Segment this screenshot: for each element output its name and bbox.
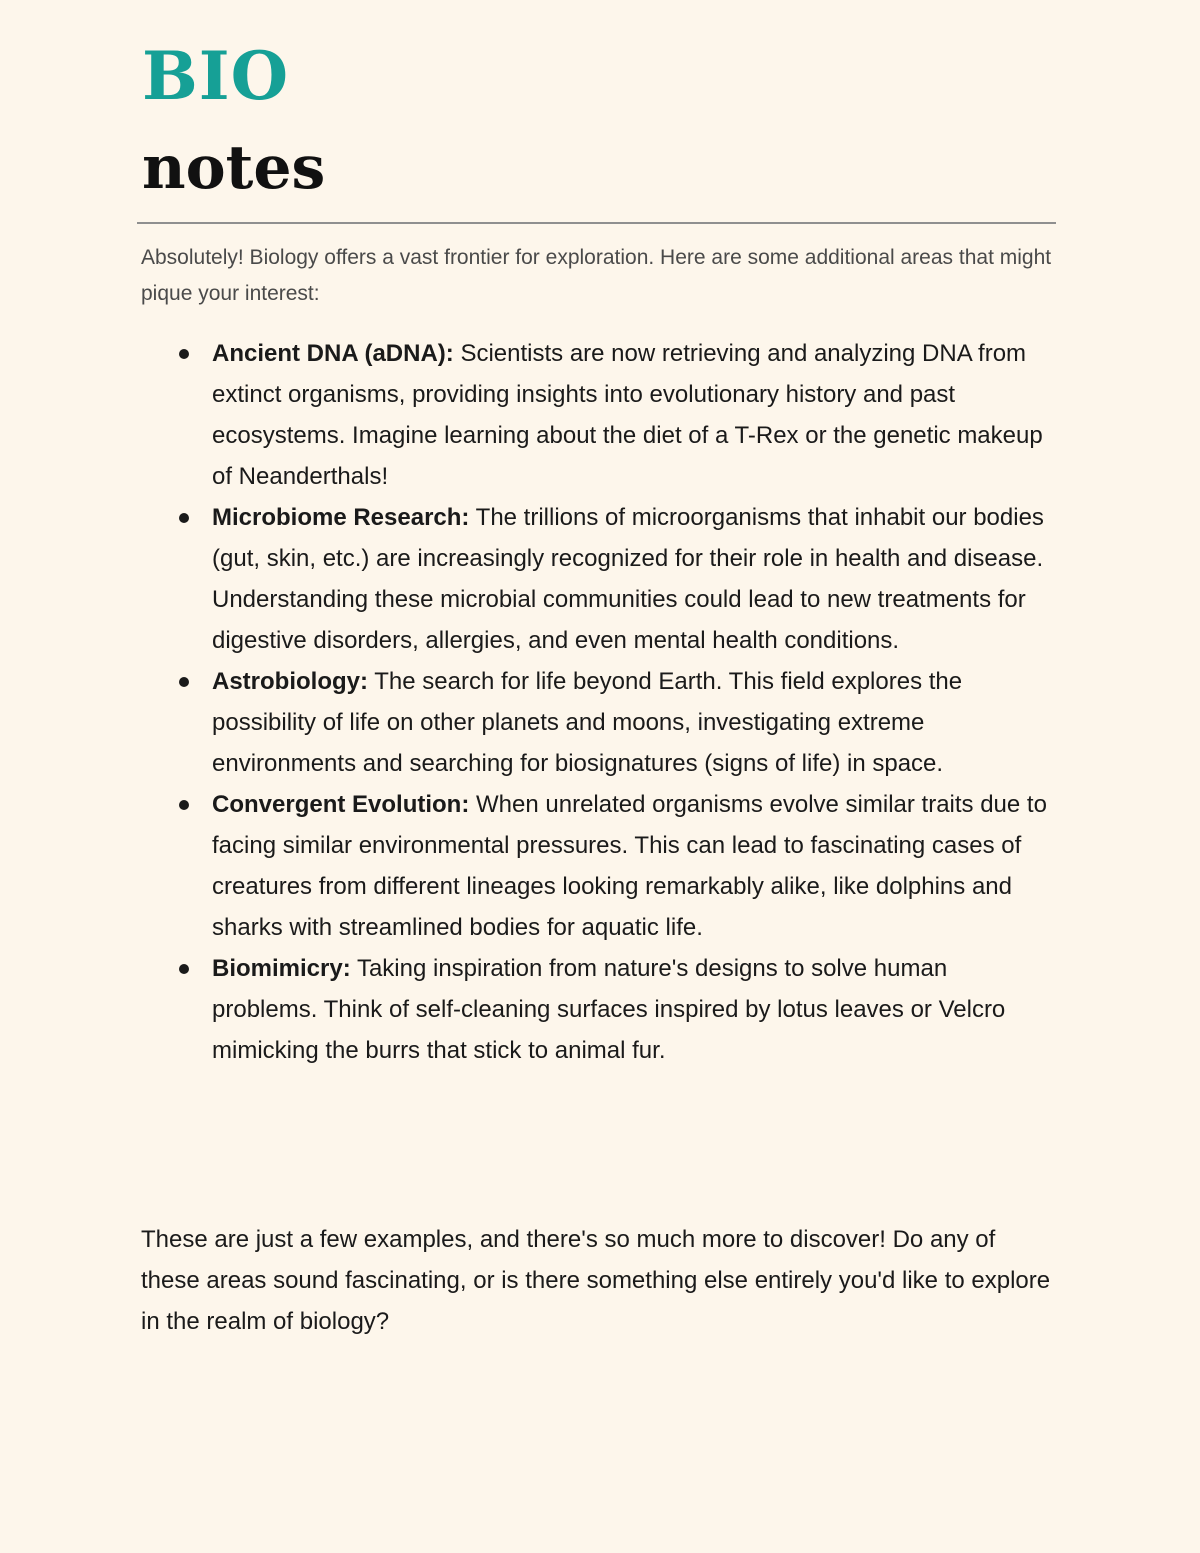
topic-text: Scientists are now retrieving and analyzing DNA from extinct organisms, providing insights into evolutionary history and past ecosystems. Imagine learning about the diet of a T-Rex or the genetic makeup of Neanderthals! xyxy=(212,340,1043,490)
list-item xyxy=(141,661,1057,784)
bullet-icon xyxy=(179,349,189,359)
list-item xyxy=(141,948,1057,1071)
list-item xyxy=(141,784,1057,948)
topic-text: The trillions of microorganisms that inhabit our bodies (gut, skin, etc.) are increasingly recognized for their role in health and disease. Understanding these microbial communities could lead to new treatments for digestive disorders, allergies, and even mental health conditions. xyxy=(212,504,1044,654)
topic-term: Astrobiology: xyxy=(212,668,368,695)
bullet-icon xyxy=(179,677,189,687)
topic-text: The search for life beyond Earth. This field explores the possibility of life on other planets and moons, investigating extreme environments and searching for biosignatures (signs of life) in space. xyxy=(212,668,963,777)
intro-paragraph: Absolutely! Biology offers a vast frontier for exploration. Here are some additional areas that might pique your interest: xyxy=(141,246,1052,305)
outro-paragraph: These are just a few examples, and there's so much more to discover! Do any of these areas sound fascinating, or is there something else entirely you'd like to explore in the realm of biology? xyxy=(141,1226,1051,1335)
topic-text: Taking inspiration from nature's designs to solve human problems. Think of self-cleaning surfaces inspired by lotus leaves or Velcro mimicking the burrs that stick to animal fur. xyxy=(212,955,1006,1064)
title-bio: BIO xyxy=(142,37,290,115)
bullet-icon xyxy=(179,964,189,974)
topic-term: Microbiome Research: xyxy=(212,504,470,531)
bullet-icon xyxy=(179,800,189,810)
topic-term: Ancient DNA (aDNA): xyxy=(212,340,454,367)
list-item xyxy=(141,333,1057,497)
list-item xyxy=(141,497,1057,661)
header-divider xyxy=(137,222,1056,224)
bullet-icon xyxy=(179,513,189,523)
topic-term: Biomimicry: xyxy=(212,955,351,982)
title-notes: notes xyxy=(142,133,326,203)
topic-text: When unrelated organisms evolve similar traits due to facing similar environmental pressures. This can lead to fascinating cases of creatures from different lineages looking remarkably alike, like dolphins and sharks with streamlined bodies for aquatic life. xyxy=(212,791,1047,941)
topic-list xyxy=(141,333,1057,1071)
topic-term: Convergent Evolution: xyxy=(212,791,470,818)
